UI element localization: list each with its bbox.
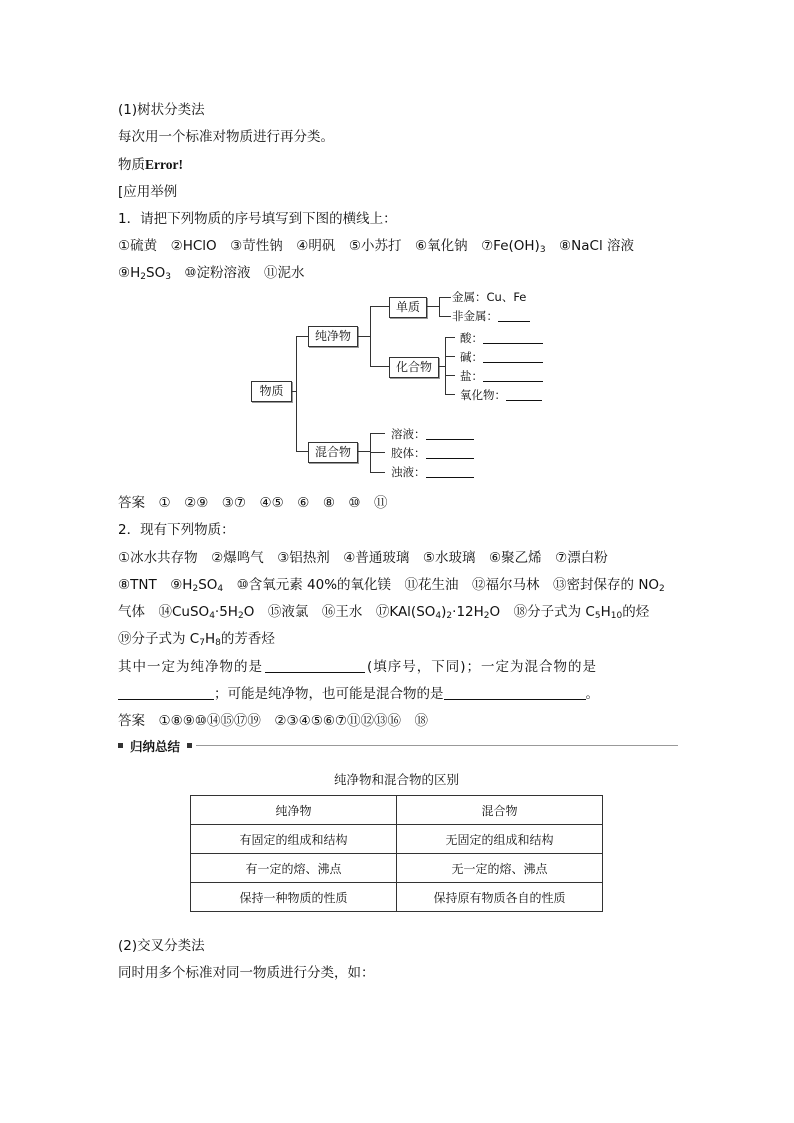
q1-l2sub2: 3 bbox=[165, 272, 171, 282]
tree-solution bbox=[391, 426, 474, 442]
q2-answer bbox=[118, 709, 428, 729]
q2-l2c: ⑩含氧元素 40%的氧化镁 ⑪花生油 ⑫福尔马林 ⑬密封保存的 NO bbox=[223, 577, 660, 593]
q2-sub: 8 bbox=[215, 638, 221, 648]
table-cell: 保持原有物质各自的性质 bbox=[397, 883, 603, 912]
q2-sub: 4 bbox=[435, 611, 442, 621]
section-heading-tree: (1)树状分类法 bbox=[118, 102, 205, 118]
summary-divider bbox=[196, 745, 678, 746]
table-row bbox=[191, 854, 603, 883]
tree-turbid bbox=[391, 464, 474, 480]
q2-sub: 2 bbox=[446, 611, 453, 621]
summary-bar bbox=[118, 738, 678, 754]
q2-answer-text: ①⑧⑨⑩⑭⑮⑰⑲ ②③④⑤⑥⑦⑪⑫⑬⑯ ⑱ bbox=[145, 713, 429, 729]
tree-connector bbox=[445, 394, 455, 395]
q2-l3a: 气体 ⑭CuSO bbox=[118, 604, 210, 620]
q2-l3e: ·12H bbox=[452, 604, 484, 620]
tree-colloid bbox=[391, 445, 474, 461]
q2-l3d: ) bbox=[441, 604, 447, 620]
section-heading-cross: (2)交叉分类法 bbox=[118, 938, 205, 954]
q1-items-line1-tail: ⑧NaCl 溶液 bbox=[545, 238, 635, 254]
tree-oxide bbox=[460, 387, 542, 403]
q2-l4b: H bbox=[204, 631, 216, 647]
tree-connector bbox=[445, 356, 455, 357]
tree-salt-label: 盐： bbox=[460, 369, 483, 383]
tree-blank bbox=[506, 389, 542, 401]
table-title: 纯净物和混合物的区别 bbox=[333, 772, 459, 787]
q2-l3b: ·5H bbox=[214, 604, 238, 620]
tree-connector bbox=[370, 472, 385, 473]
q2-fill1 bbox=[118, 655, 597, 675]
table-cell: 有一定的熔、沸点 bbox=[191, 854, 397, 883]
section-desc-cross: 同时用多个标准对同一物质进行分类，如： bbox=[118, 965, 375, 981]
q2-sub: 4 bbox=[217, 584, 224, 594]
q2-fill2 bbox=[118, 682, 599, 702]
tree-blank bbox=[498, 310, 530, 322]
tree-solution-label: 溶液： bbox=[391, 427, 426, 441]
tree-oxide-label: 氧化物： bbox=[460, 388, 506, 402]
tree-connector bbox=[439, 297, 440, 317]
tree-element-box: 单质 bbox=[389, 297, 427, 318]
tree-connector bbox=[370, 366, 389, 367]
q2-l4a: ⑲分子式为 C bbox=[118, 631, 200, 647]
q1-items-line1-text: ①硫黄 ②HClO ③苛性钠 ④明矾 ⑤小苏打 ⑥氧化钠 ⑦Fe(OH) bbox=[118, 238, 540, 254]
error-prefix: 物质 bbox=[118, 157, 145, 173]
q1-items-line1 bbox=[118, 234, 634, 254]
tree-base bbox=[460, 349, 543, 365]
q1-l2sub1: 2 bbox=[140, 272, 146, 282]
q1-l2b: SO bbox=[146, 265, 166, 281]
tree-nonmetal bbox=[452, 308, 530, 324]
q2-prompt: 2．现有下列物质： bbox=[118, 522, 235, 538]
tree-connector bbox=[370, 433, 385, 434]
tree-connector bbox=[439, 297, 451, 298]
error-text: Error! bbox=[145, 157, 183, 172]
tree-mixture-box: 混合物 bbox=[308, 442, 358, 463]
tree-blank bbox=[483, 370, 543, 382]
q2-line4 bbox=[118, 627, 275, 647]
tree-nonmetal-label: 非金属： bbox=[452, 309, 498, 323]
tree-connector bbox=[370, 433, 371, 473]
q1-l2a: ⑨H bbox=[118, 265, 141, 281]
tree-connector bbox=[426, 306, 440, 307]
tree-salt bbox=[460, 368, 543, 384]
table-header-row bbox=[191, 796, 603, 825]
q2-fill2-a: ；可能是纯净物，也可能是混合物的是 bbox=[214, 686, 444, 702]
q1-l2c: ⑩淀粉溶液 ⑪泥水 bbox=[170, 265, 305, 281]
q2-answer-label: 答案 bbox=[118, 713, 145, 729]
tree-connector bbox=[445, 337, 446, 395]
tree-acid bbox=[460, 330, 543, 346]
tree-connector bbox=[296, 336, 308, 337]
q1-answer-text: ① ②⑨ ③⑦ ④⑤ ⑥ ⑧ ⑩ ⑪ bbox=[145, 495, 388, 511]
q1-items-line2 bbox=[118, 261, 305, 281]
q2-sub: 2 bbox=[237, 611, 244, 621]
tree-acid-label: 酸： bbox=[460, 331, 483, 345]
tree-base-label: 碱： bbox=[460, 350, 483, 364]
tree-pure-box: 纯净物 bbox=[308, 326, 358, 347]
tree-blank bbox=[426, 466, 474, 478]
fill-blank bbox=[444, 686, 586, 700]
tree-connector bbox=[296, 451, 308, 452]
table-row bbox=[191, 883, 603, 912]
tree-blank bbox=[483, 332, 543, 344]
q2-line2 bbox=[118, 573, 665, 593]
error-line bbox=[118, 153, 183, 173]
table-header-cell: 纯净物 bbox=[191, 796, 397, 825]
q2-l3h: 的烃 bbox=[622, 604, 650, 620]
q2-sub: 5 bbox=[594, 611, 601, 621]
q2-sub: 2 bbox=[483, 611, 490, 621]
tree-root-box: 物质 bbox=[251, 381, 292, 402]
q2-sub: 4 bbox=[209, 611, 215, 621]
table-cell: 无固定的组成和结构 bbox=[397, 825, 603, 854]
tree-blank bbox=[483, 351, 543, 363]
q1-answer bbox=[118, 491, 388, 511]
q2-fill2-b: 。 bbox=[585, 686, 599, 702]
tree-connector bbox=[439, 316, 451, 317]
q2-sub: 2 bbox=[192, 584, 199, 594]
q1-prompt: 1．请把下列物质的序号填写到下图的横线上： bbox=[118, 211, 397, 227]
fill-blank bbox=[118, 686, 214, 700]
app-example-title: [应用举例 bbox=[118, 184, 178, 200]
comparison-table bbox=[190, 795, 603, 912]
q2-l4c: 的芳香烃 bbox=[220, 631, 275, 647]
tree-compound-box: 化合物 bbox=[389, 357, 439, 378]
q2-sub: 2 bbox=[659, 584, 665, 594]
q2-fill1-a: 其中一定为纯净物的是 bbox=[118, 659, 263, 675]
tree-metal: 金属：Cu、Fe bbox=[452, 290, 527, 304]
table-cell: 无一定的熔、沸点 bbox=[397, 854, 603, 883]
q2-l3g: H bbox=[600, 604, 611, 620]
q2-l3c: O ⑮液氯 ⑯王水 ⑰KAl(SO bbox=[243, 604, 436, 620]
summary-square-icon bbox=[118, 743, 123, 748]
q2-sub: 7 bbox=[199, 638, 205, 648]
tree-connector bbox=[370, 306, 371, 367]
table-cell: 保持一种物质的性质 bbox=[191, 883, 397, 912]
q2-l2b: SO bbox=[198, 577, 218, 593]
tree-connector bbox=[445, 375, 455, 376]
tree-connector bbox=[296, 336, 297, 452]
tree-connector bbox=[370, 452, 385, 453]
section-desc-tree: 每次用一个标准对物质进行再分类。 bbox=[118, 129, 334, 145]
tree-connector bbox=[357, 336, 371, 337]
tree-connector bbox=[370, 306, 389, 307]
summary-label: 归纳总结 bbox=[130, 739, 181, 754]
q2-line1: ①冰水共存物 ②爆鸣气 ③铝热剂 ④普通玻璃 ⑤水玻璃 ⑥聚乙烯 ⑦漂白粉 bbox=[118, 550, 608, 566]
tree-blank bbox=[426, 428, 474, 440]
q2-line3 bbox=[118, 600, 649, 620]
q2-l3f: O ⑱分子式为 C bbox=[489, 604, 595, 620]
tree-connector bbox=[445, 337, 455, 338]
fill-blank bbox=[265, 659, 365, 673]
table-header-cell: 混合物 bbox=[397, 796, 603, 825]
q1-answer-label: 答案 bbox=[118, 495, 145, 511]
tree-colloid-label: 胶体： bbox=[391, 446, 426, 460]
q1-sub: 3 bbox=[539, 245, 546, 255]
q2-fill1-b: (填序号，下同)；一定为混合物的是 bbox=[367, 659, 598, 675]
tree-turbid-label: 浊液： bbox=[391, 465, 426, 479]
q2-sub: 10 bbox=[610, 611, 623, 621]
tree-blank bbox=[426, 447, 474, 459]
table-cell: 有固定的组成和结构 bbox=[191, 825, 397, 854]
tree-connector bbox=[357, 451, 371, 452]
table-row bbox=[191, 825, 603, 854]
q2-l2a: ⑧TNT ⑨H bbox=[118, 577, 193, 593]
summary-square-icon bbox=[187, 743, 192, 748]
